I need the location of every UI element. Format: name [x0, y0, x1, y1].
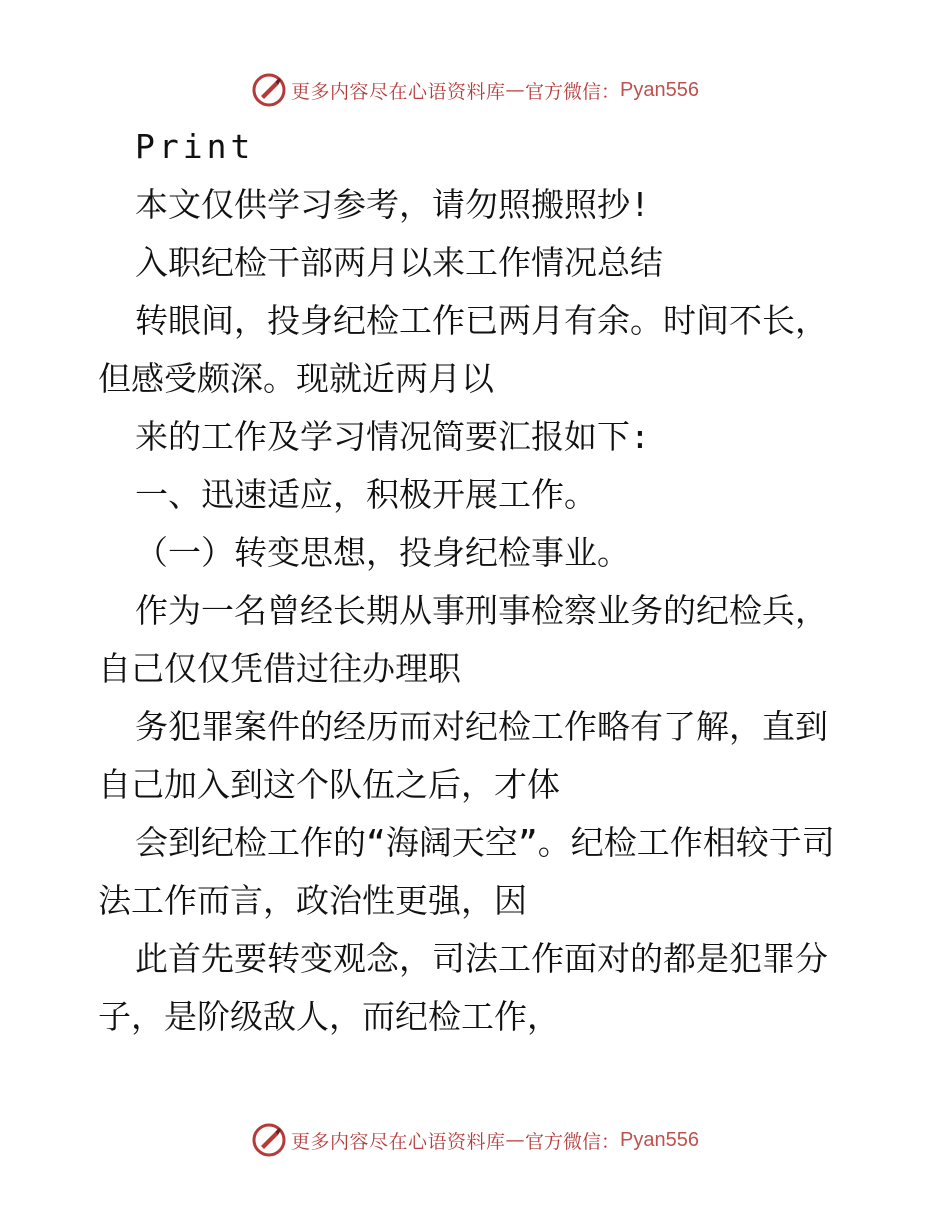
banner-contact-label: 官方微信： — [525, 80, 621, 103]
banner-text: 更多内容尽在心语资料库 — [291, 1130, 506, 1153]
document-body — [98, 118, 858, 1046]
footer-watermark-banner — [0, 1120, 950, 1160]
banner-dash: — — [505, 79, 526, 101]
disclaimer-line: 本文仅供学习参考，请勿照搬照抄! — [135, 185, 650, 224]
header-watermark-banner — [0, 70, 950, 110]
banner-contact-label: 官方微信： — [525, 1130, 621, 1153]
pen-seal-icon — [251, 1122, 287, 1158]
paragraph: 转眼间，投身纪检工作已两月有余。时间不长，但感受颇深。现就近两月以 — [98, 301, 828, 398]
banner-dash: — — [505, 1129, 526, 1151]
banner-text: 更多内容尽在心语资料库 — [291, 80, 506, 103]
paragraph: 此首先要转变观念，司法工作面对的都是犯罪分子，是阶级敌人，而纪检工作， — [98, 939, 828, 1036]
banner-contact-id: Pyan556 — [620, 1128, 699, 1151]
paragraph: 务犯罪案件的经历而对纪检工作略有了解，直到自己加入到这个队伍之后，才体 — [98, 707, 828, 804]
print-label: Print — [135, 127, 255, 166]
pen-seal-icon — [251, 72, 287, 108]
section-heading: 一、迅速适应，积极开展工作。 — [135, 475, 597, 514]
paragraph: 作为一名曾经长期从事刑事检察业务的纪检兵，自己仅仅凭借过往办理职 — [98, 591, 828, 688]
banner-contact-id: Pyan556 — [620, 78, 699, 101]
paragraph: 来的工作及学习情况简要汇报如下: — [135, 417, 650, 456]
subsection-heading: （一）转变思想，投身纪检事业。 — [135, 533, 630, 572]
paragraph: 会到纪检工作的“海阔天空”。纪检工作相较于司法工作而言，政治性更强，因 — [98, 823, 835, 920]
document-title: 入职纪检干部两月以来工作情况总结 — [135, 243, 663, 282]
